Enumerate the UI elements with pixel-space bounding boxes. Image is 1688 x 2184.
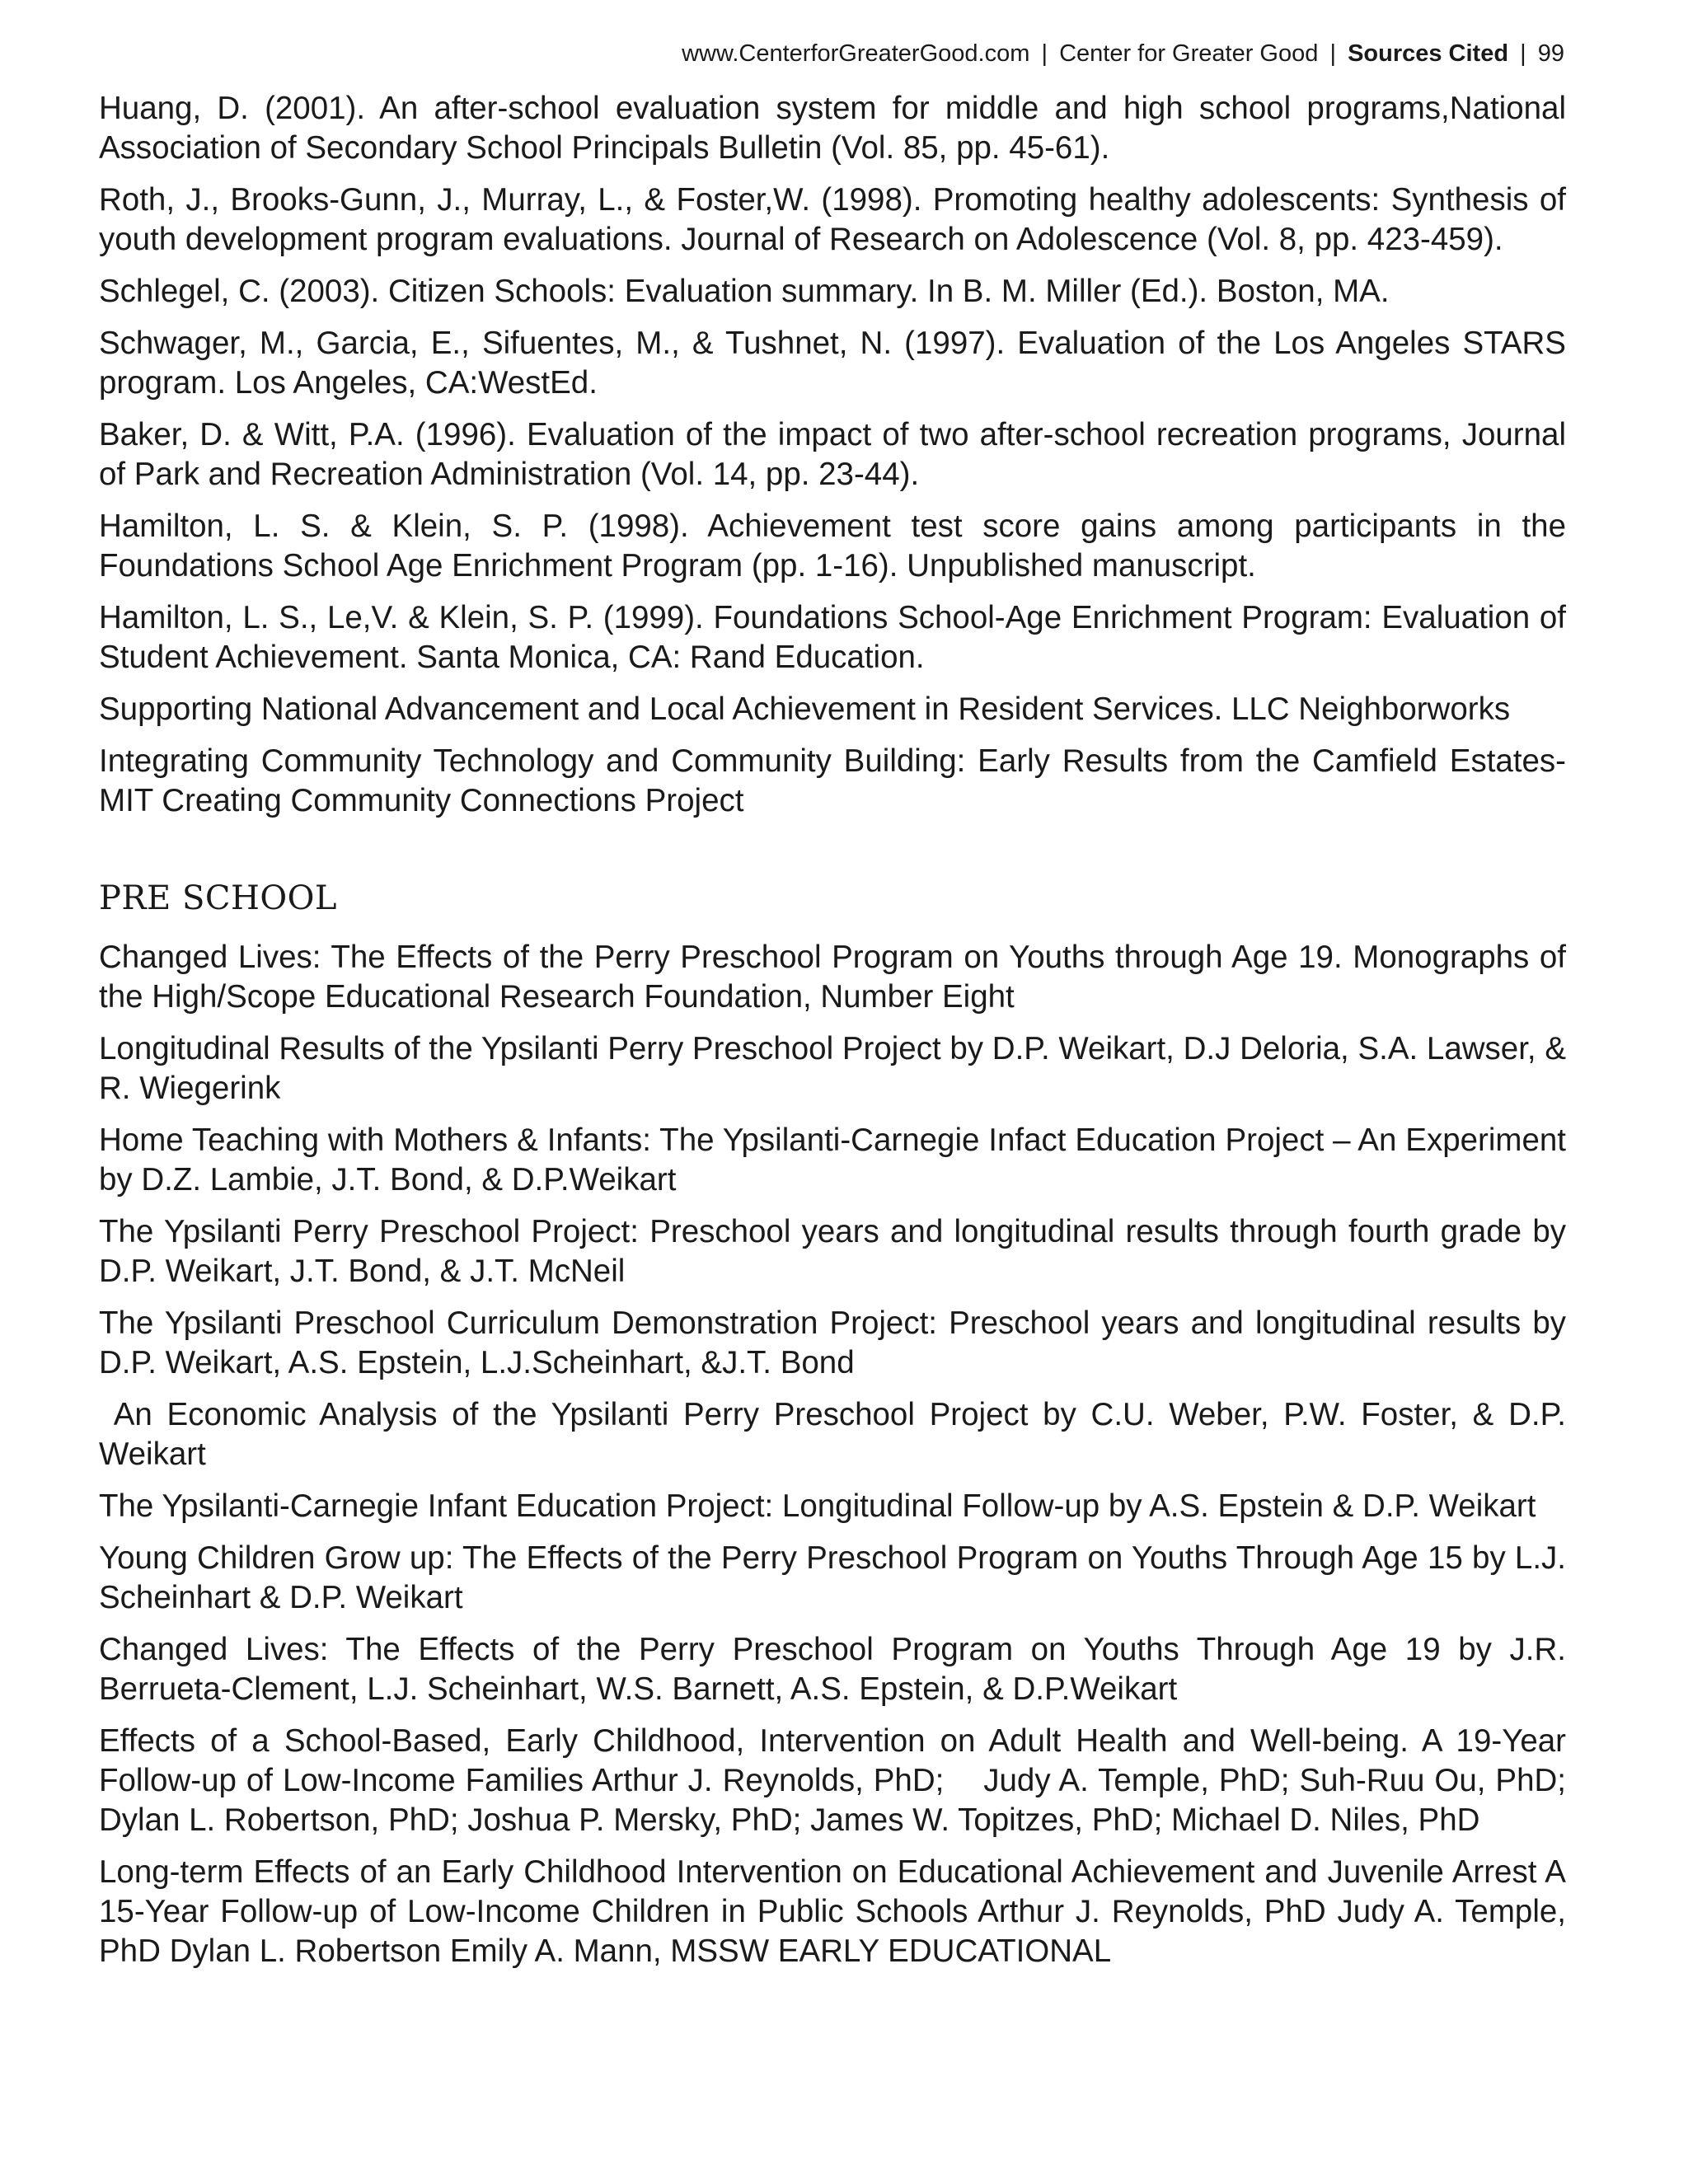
header-organization: Center for Greater Good bbox=[1059, 40, 1319, 67]
reference-entry: Schwager, M., Garcia, E., Sifuentes, M., & Tushnet, N. (1997). Evaluation of the Los Angeles STARS program. Los Angeles, CA:WestEd. bbox=[99, 326, 1575, 401]
header-divider: | bbox=[1520, 40, 1526, 67]
reference-entry: The Ypsilanti Preschool Curriculum Demonstration Project: Preschool years and longitudinal results by D.P. Weikart, A.S. Epstein, L.J.Scheinhart, &J.T. Bond bbox=[99, 1305, 1575, 1380]
reference-entry: Changed Lives: The Effects of the Perry Preschool Program on Youths Through Age 19 by J.R. Berrueta-Clement, L.J. Scheinhart, W.S. Barnett, A.S. Epstein, & D.P.Weikart bbox=[99, 1632, 1575, 1707]
header-divider: | bbox=[1329, 40, 1336, 67]
reference-entry: Huang, D. (2001). An after-school evaluation system for middle and high school programs,National Association of Secondary School Principals Bulletin (Vol. 85, pp. 45-61). bbox=[99, 91, 1573, 166]
header-divider: | bbox=[1041, 40, 1048, 67]
page-number: 99 bbox=[1537, 40, 1564, 67]
reference-list-preschool bbox=[99, 938, 1575, 1971]
running-header bbox=[682, 38, 1564, 69]
reference-entry: Hamilton, L. S., Le,V. & Klein, S. P. (1999). Foundations School-Age Enrichment Program: Evaluation of Student Achievement. Santa Monica, CA: Rand Education. bbox=[99, 600, 1575, 675]
references-body bbox=[99, 89, 1575, 1984]
reference-entry: Integrating Community Technology and Community Building: Early Results from the Camfield Estates-MIT Creating Community Connections Project bbox=[99, 743, 1566, 818]
header-site-url: www.CenterforGreaterGood.com bbox=[682, 40, 1030, 67]
reference-entry: Effects of a School-Based, Early Childhood, Intervention on Adult Health and Well-being. A 19-Year Follow-up of Low-Income Families Arthur J. Reynolds, PhD; Judy A. Temple, PhD; Suh-Ruu Ou, PhD; Dylan L. Robertson, PhD; Joshua P. Mersky, PhD; James W. Topitzes, PhD; Michael D. Niles, PhD bbox=[99, 1723, 1575, 1838]
reference-entry: Supporting National Advancement and Local Achievement in Resident Services. LLC Neighborworks bbox=[99, 691, 1511, 727]
section-heading-preschool: PRE SCHOOL bbox=[99, 879, 337, 917]
reference-entry: Changed Lives: The Effects of the Perry Preschool Program on Youths through Age 19. Monographs of the High/Scope Educational Research Foundation, Number Eight bbox=[99, 940, 1575, 1015]
reference-entry: Longitudinal Results of the Ypsilanti Perry Preschool Project by D.P. Weikart, D.J Deloria, S.A. Lawser, & R. Wiegerink bbox=[99, 1031, 1575, 1106]
reference-entry: The Ypsilanti Perry Preschool Project: Preschool years and longitudinal results through fourth grade by D.P. Weikart, J.T. Bond, & J.T. McNeil bbox=[99, 1214, 1575, 1289]
header-section-title: Sources Cited bbox=[1348, 40, 1509, 67]
reference-list-after-school bbox=[99, 89, 1575, 821]
reference-entry: Young Children Grow up: The Effects of the Perry Preschool Program on Youths Through Age 15 by L.J. Scheinhart & D.P. Weikart bbox=[99, 1540, 1575, 1615]
reference-entry: Baker, D. & Witt, P.A. (1996). Evaluation of the impact of two after-school recreation programs, Journal of Park and Recreation Administration (Vol. 14, pp. 23-44). bbox=[99, 417, 1575, 492]
reference-entry: The Ypsilanti-Carnegie Infant Education Project: Longitudinal Follow-up by A.S. Epstein & D.P. Weikart bbox=[99, 1488, 1536, 1524]
reference-entry: Roth, J., Brooks-Gunn, J., Murray, L., & Foster,W. (1998). Promoting healthy adolescents: Synthesis of youth development program evaluations. Journal of Research on Adolescence (Vol. 8, pp. 423-459). bbox=[99, 182, 1575, 257]
reference-entry: Long-term Effects of an Early Childhood Intervention on Educational Achievement and Juvenile Arrest A 15-Year Follow-up of Low-Income Children in Public Schools Arthur J. Reynolds, PhD Judy A. Temple, PhD Dylan L. Robertson Emily A. Mann, MSSW EARLY EDUCATIONAL bbox=[99, 1854, 1575, 1969]
reference-entry: An Economic Analysis of the Ypsilanti Perry Preschool Project by C.U. Weber, P.W. Foster, & D.P. Weikart bbox=[99, 1397, 1575, 1472]
reference-entry: Home Teaching with Mothers & Infants: The Ypsilanti-Carnegie Infact Education Project – An Experiment by D.Z. Lambie, J.T. Bond, & D.P.Weikart bbox=[99, 1122, 1575, 1197]
reference-entry: Hamilton, L. S. & Klein, S. P. (1998). Achievement test score gains among participants in the Foundations School Age Enrichment Program (pp. 1-16). Unpublished manuscript. bbox=[99, 509, 1575, 583]
reference-entry: Schlegel, C. (2003). Citizen Schools: Evaluation summary. In B. M. Miller (Ed.). Boston, MA. bbox=[99, 274, 1390, 309]
